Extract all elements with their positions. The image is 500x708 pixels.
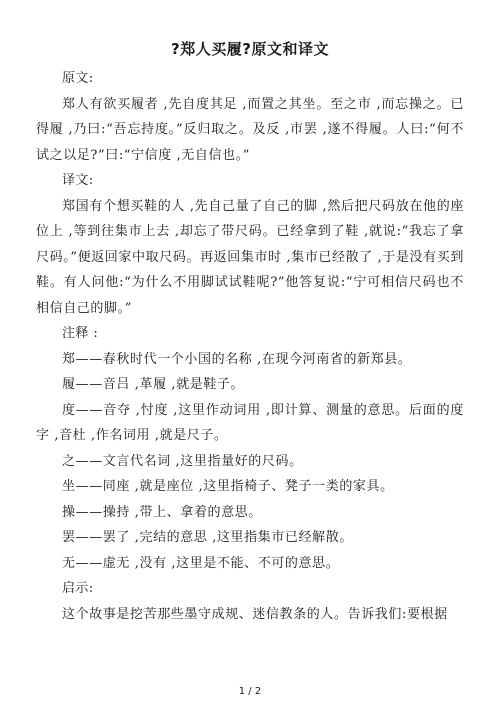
document-body bbox=[36, 66, 464, 627]
note-item-zhi: 之——文言代名词 ,这里指量好的尺码。 bbox=[62, 453, 303, 469]
original-label: 原文: bbox=[62, 71, 94, 86]
note-item-ba: 罢——罢了 ,完结的意思 ,这里指集市已经解散。 bbox=[62, 530, 353, 545]
translation-text: 郑国有个想买鞋的人 ,先自己量了自己的脚 ,然后把尺码放在他的座位上 ,等到往集市上去 ,却忘了带尺码。已经拿到了鞋 ,就说:“我忘了拿尺码。”便返回家中取尺码。再返回集市时 ,集市已经散了 ,于是没有买到鞋。有人问他:“为什么不用脚试试鞋呢?”他答复说:“宁可相信尺码也不相信自己的脚。” bbox=[36, 198, 464, 316]
page-number: 1 / 2 bbox=[238, 686, 262, 697]
note-item-cao: 操——操持 ,带上、拿着的意思。 bbox=[62, 504, 262, 520]
note-item-zuo: 坐——同座 ,就是座位 ,这里指椅子、凳子一类的家具。 bbox=[62, 479, 394, 494]
translation-label: 译文: bbox=[62, 173, 94, 188]
document-title: ?郑人买履?原文和译文 bbox=[171, 40, 329, 58]
note-item-wu: 无——虚无 ,没有 ,这里是不能、不可的意思。 bbox=[62, 555, 340, 571]
notes-label: 注释 : bbox=[62, 326, 99, 341]
lesson-label: 启示: bbox=[62, 581, 94, 596]
lesson-text: 这个故事是挖苦那些墨守成规、迷信教条的人。告诉我们:要根据 bbox=[62, 606, 448, 622]
note-item-lv: 履——音吕 ,革履 ,就是鞋子。 bbox=[62, 377, 245, 392]
original-text: 郑人有欲买履者 ,先自度其足 ,而置之其坐。至之市 ,而忘操之。已得履 ,乃曰:“吾忘持度。”反归取之。及反 ,市罢 ,遂不得履。人曰:“何不试之以足?”曰:“宁信度 ,无自信也。” bbox=[36, 96, 464, 163]
note-item-zheng: 郑——春秋时代一个小国的名称 ,在现今河南省的新郑县。 bbox=[62, 351, 412, 367]
note-item-duo: 度——音夺 ,忖度 ,这里作动词用 ,即计算、测量的意思。后面的度字 ,音杜 ,作名词用 ,就是尺子。 bbox=[36, 402, 464, 443]
